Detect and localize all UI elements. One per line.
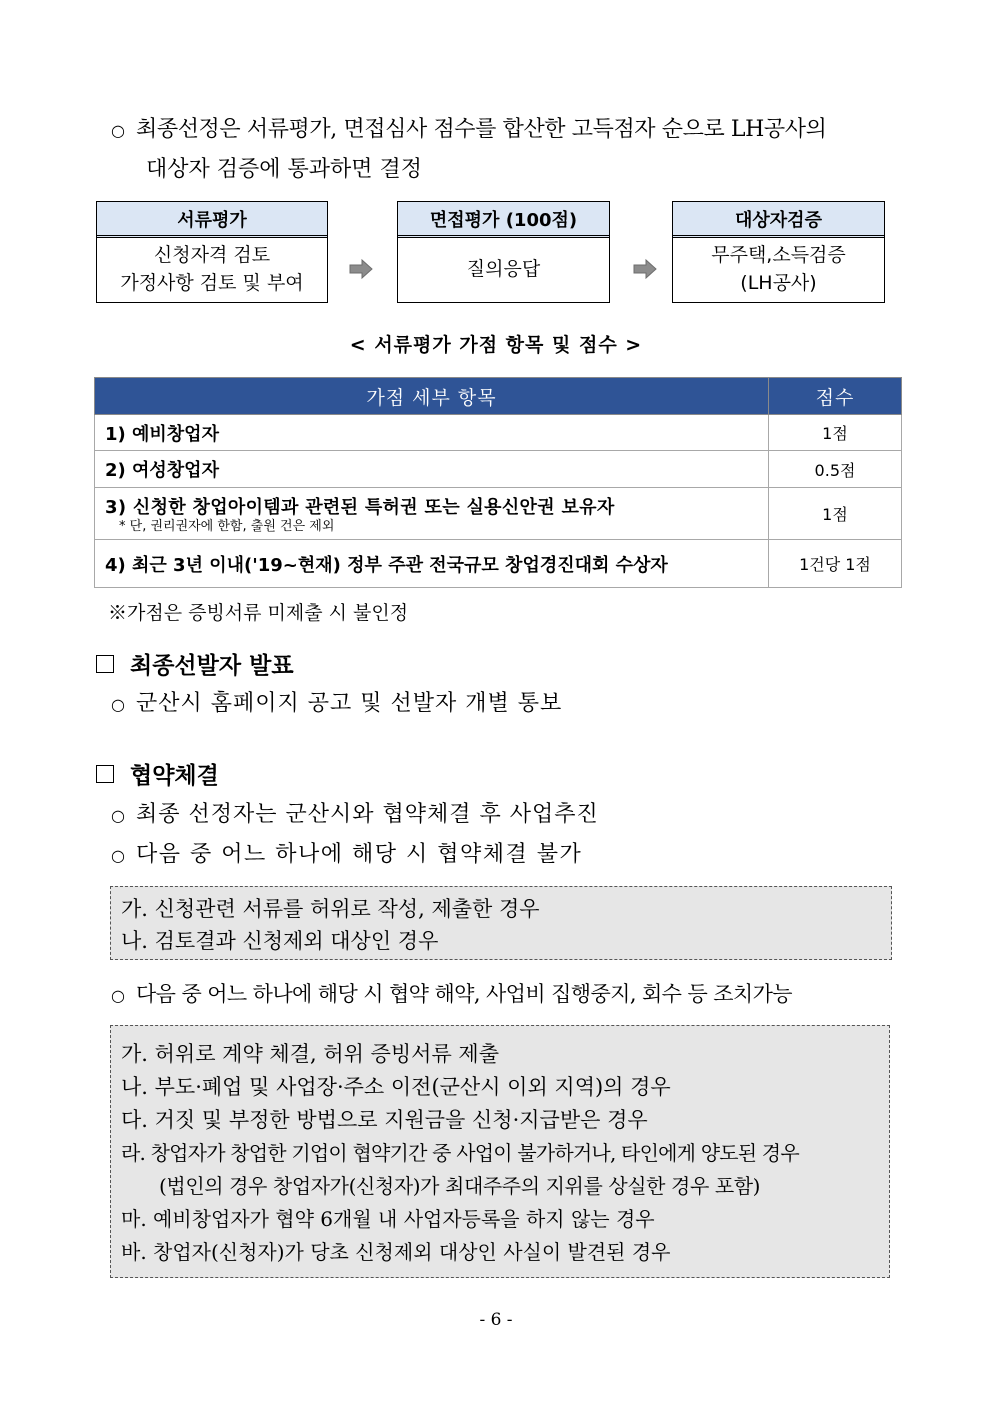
table-cell-points: 0.5점: [769, 451, 902, 488]
table-row: [95, 488, 902, 540]
section-heading-contract: [96, 757, 219, 790]
score-table-title: < 서류평가 가점 항목 및 점수 >: [349, 334, 643, 356]
table-cell-note: * 단, 권리권자에 한함, 출원 건은 제외: [119, 518, 335, 534]
table-cell-item: 4) 최근 3년 이내('19~현재) 정부 주관 전국규모 창업경진대회 수상자: [95, 540, 769, 588]
intro-line-1: [100, 110, 826, 151]
arrow-right-icon: [632, 258, 658, 280]
section-heading-text: 최종선발자 발표: [130, 653, 294, 679]
table-cell-item-text: 3) 신청한 창업아이템과 관련된 특허권 또는 실용신안권 보유자: [105, 496, 615, 518]
box-line: 라. 창업자가 창업한 기업이 협약기간 중 사업이 불가하거나, 타인에게 양도된 경우: [121, 1141, 799, 1165]
flow-box-document-review: [96, 201, 328, 303]
flow-box-line: 가정사항 검토 및 부여: [120, 272, 304, 294]
intro-text-2: 대상자 검증에 통과하면 결정: [146, 157, 423, 182]
table-cell-points: 1점: [769, 415, 902, 451]
flow-box-title: 서류평가: [97, 202, 327, 238]
flow-box-interview: [397, 201, 610, 303]
bullet-circle: ○: [111, 846, 125, 865]
table-cell-item-with-note: [95, 488, 769, 540]
checkbox-square-icon: [96, 655, 114, 673]
checkbox-square-icon: [96, 765, 114, 783]
box-line: 다. 거짓 및 부정한 방법으로 지원금을 신청·지급받은 경우: [121, 1108, 648, 1132]
table-row: [95, 540, 902, 588]
box-line: 마. 예비창업자가 협약 6개월 내 사업자등록을 하지 않는 경우: [121, 1207, 655, 1231]
contract-line-3: [100, 974, 792, 1016]
box-line: 나. 부도·폐업 및 사업장·주소 이전(군산시 이외 지역)의 경우: [121, 1075, 671, 1099]
page-number: - 6 -: [479, 1310, 513, 1330]
flow-box-title: 대상자검증: [673, 202, 884, 238]
bullet-circle: ○: [111, 806, 125, 825]
contract-text-3: 다음 중 어느 하나에 해당 시 협약 해약, 사업비 집행중지, 회수 등 조치가능: [136, 982, 792, 1006]
intro-line-2: [146, 150, 422, 190]
box-line: (법인의 경우 창업자가(신청자)가 최대주주의 지위를 상실한 경우 포함): [159, 1174, 761, 1198]
box-line: 나. 검토결과 신청제외 대상인 경우: [121, 929, 439, 953]
bullet-circle: ○: [111, 695, 125, 714]
box-line: 가. 신청관련 서류를 허위로 작성, 제출한 경우: [121, 897, 540, 921]
bullet-circle: ○: [111, 121, 125, 140]
contract-line-1: [100, 795, 599, 836]
table-row: [95, 451, 902, 488]
flow-box-title: 면접평가 (100점): [398, 202, 609, 238]
table-cell-points: 1건당 1점: [769, 540, 902, 588]
score-table: [94, 377, 902, 588]
shaded-box-1: [110, 886, 892, 960]
announce-line: [100, 684, 562, 725]
table-cell-item: 1) 예비창업자: [95, 415, 769, 451]
shaded-box-2: [110, 1025, 890, 1278]
flow-box-verification: [672, 201, 885, 303]
box-line: 바. 창업자(신청자)가 당초 신청제외 대상인 사실이 발견된 경우: [121, 1240, 671, 1264]
flow-box-line: 신청자격 검토: [153, 244, 271, 266]
table-cell-points: 1점: [769, 488, 902, 540]
flow-box-line: 질의응답: [466, 258, 541, 280]
box-line: 가. 허위로 계약 체결, 허위 증빙서류 제출: [121, 1042, 499, 1066]
table-cell-item: 2) 여성창업자: [95, 451, 769, 488]
table-footnote: ※가점은 증빙서류 미제출 시 불인정: [108, 602, 409, 624]
intro-text-1: 최종선정은 서류평가, 면접심사 점수를 합산한 고득점자 순으로 LH공사의: [136, 117, 827, 142]
table-header-item: 가점 세부 항목: [95, 378, 769, 415]
contract-text-2: 다음 중 어느 하나에 해당 시 협약체결 불가: [136, 842, 583, 867]
flow-box-line: 무주택,소득검증: [711, 244, 846, 266]
table-header-points: 점수: [769, 378, 902, 415]
section-heading-text: 협약체결: [130, 763, 219, 789]
announce-text: 군산시 홈페이지 공고 및 선발자 개별 통보: [136, 691, 563, 716]
bullet-circle: ○: [111, 986, 125, 1005]
table-row: [95, 415, 902, 451]
section-heading-announce: [96, 647, 294, 680]
arrow-right-icon: [348, 258, 374, 280]
flow-box-line: (LH공사): [740, 272, 817, 294]
contract-line-2: [100, 835, 582, 876]
contract-text-1: 최종 선정자는 군산시와 협약체결 후 사업추진: [136, 802, 599, 827]
